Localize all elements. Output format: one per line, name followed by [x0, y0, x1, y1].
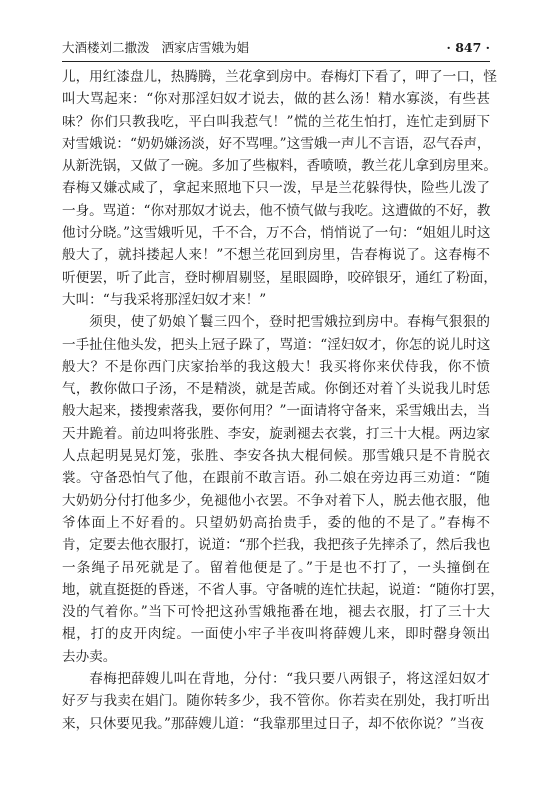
text-line: 气，教你做口子汤，不是精淡，就是苦咸。你倒还对着丫头说我儿时恁: [62, 381, 490, 398]
text-line: 肯，定要去他衣服打，说道：“那个拦我，我把孩子先摔杀了，然后我也: [62, 537, 491, 554]
chapter-subtitle: 洒家店雪娥为娼: [161, 40, 250, 55]
text-line: 一身。骂道：“你对那奴才说去，他不愤气做与我吃。这遭做的不好，教: [62, 202, 491, 219]
chapter-title: 大酒楼刘二撒泼: [62, 40, 150, 55]
text-line: 地，就直挺挺的昏迷，不省人事。守备唬的连忙扶起，说道：“随你打罢，: [62, 581, 504, 598]
text-line: 儿，用红漆盘儿，热腾腾，兰花拿到房中。春梅灯下看了，呷了一口，怪: [62, 69, 497, 85]
text-line: 叫大骂起来：“你对那淫妇奴才说去，做的甚么汤！精水寡淡，有些甚: [62, 91, 490, 108]
text-line: 爷体面上不好看的。只望奶奶高抬贵手，委的他的不是了。”春梅不: [62, 514, 490, 531]
text-line: 来，只休要见我。”那薛嫂儿道：“我靠那里过日子，却不依你说？”当夜: [62, 715, 484, 732]
paragraph: [62, 311, 504, 668]
text-line: 味？你们只教我吃，平白叫我惹气！”慌的兰花生怕打，连忙走到厨下: [62, 113, 490, 130]
text-line: 好歹与我卖在娼门。随你转多少，我不管你。你若卖在别处，我打听出: [62, 693, 490, 710]
paragraph: [62, 668, 490, 735]
text-line: 没的气着你。”当下可怜把这孙雪娥拖番在地，褪去衣服，打了三十大: [62, 604, 490, 621]
text-line: 春梅把薛嫂儿叫在背地，分付：“我只要八两银子，将这淫妇奴才: [89, 671, 490, 688]
text-line: 大奶奶分付打他多少，免褪他小衣罢。不争对着下人，脱去他衣服，他: [62, 492, 490, 509]
text-line: 须臾，使了奶娘丫鬟三四个，登时把雪娥拉到房中。春梅气狠狠的: [89, 314, 490, 331]
text-line: 大叫：“与我采将那淫妇奴才来！”: [62, 291, 267, 308]
text-line: 去办卖。: [62, 648, 117, 665]
text-line: 天井跪着。前边叫将张胜、李安，旋剥褪去衣裳，打三十大棍。两边家: [62, 425, 490, 442]
running-header: [62, 38, 490, 58]
body-text: [62, 66, 504, 735]
text-line: 般大？不是你西门庆家抬举的我这般大！我买将你来伏侍我，你不愤: [62, 358, 490, 375]
text-line: 春梅又嫌忒咸了，拿起来照地下只一泼，早是兰花躲得快，险些儿泼了: [62, 180, 490, 197]
text-line: 一条绳子吊死就是了。留着他便是了。”于是也不打了，一头撞倒在: [62, 559, 490, 576]
text-line: 听便罢，听了此言，登时柳眉剔竖，星眼圆睁，咬碎银牙，通红了粉面，: [62, 269, 497, 286]
text-line: 般大起来，搂搜索落我，要你何用？”一面请将守备来，采雪娥出去，当: [62, 403, 491, 420]
text-line: 裳。守备恐怕气了他，在跟前不敢言语。孙二娘在旁边再三劝道：“随: [62, 470, 490, 487]
header-divider: [62, 61, 490, 62]
page-number: · 847 ·: [446, 40, 490, 55]
text-line: 般大了，就抖搂起人来！”不想兰花回到房里，告春梅说了。这春梅不: [62, 247, 490, 264]
text-line: 对雪娥说：“奶奶嫌汤淡，好不骂哩。”这雪娥一声儿不言语，忍气吞声，: [62, 135, 491, 152]
header-chapter-title: [62, 38, 249, 58]
paragraph: [62, 66, 497, 311]
text-line: 一手扯住他头发，把头上冠子跺了，骂道：“淫妇奴才，你怎的说儿时这: [62, 336, 491, 353]
text-line: 他讨分晓。”这雪娥听见，千不合，万不合，悄悄说了一句：“姐姐儿时这: [62, 225, 491, 242]
text-line: 人点起明晃晃灯笼，张胜、李安各执大棍伺候。那雪娥只是不肯脱衣: [62, 448, 490, 465]
text-line: 棍，打的皮开肉绽。一面使小牢子半夜叫将薛嫂儿来，即时罄身领出: [62, 626, 490, 643]
text-line: 从新洗锅，又做了一碗。多加了些椒料，香喷喷，教兰花儿拿到房里来。: [62, 158, 497, 175]
